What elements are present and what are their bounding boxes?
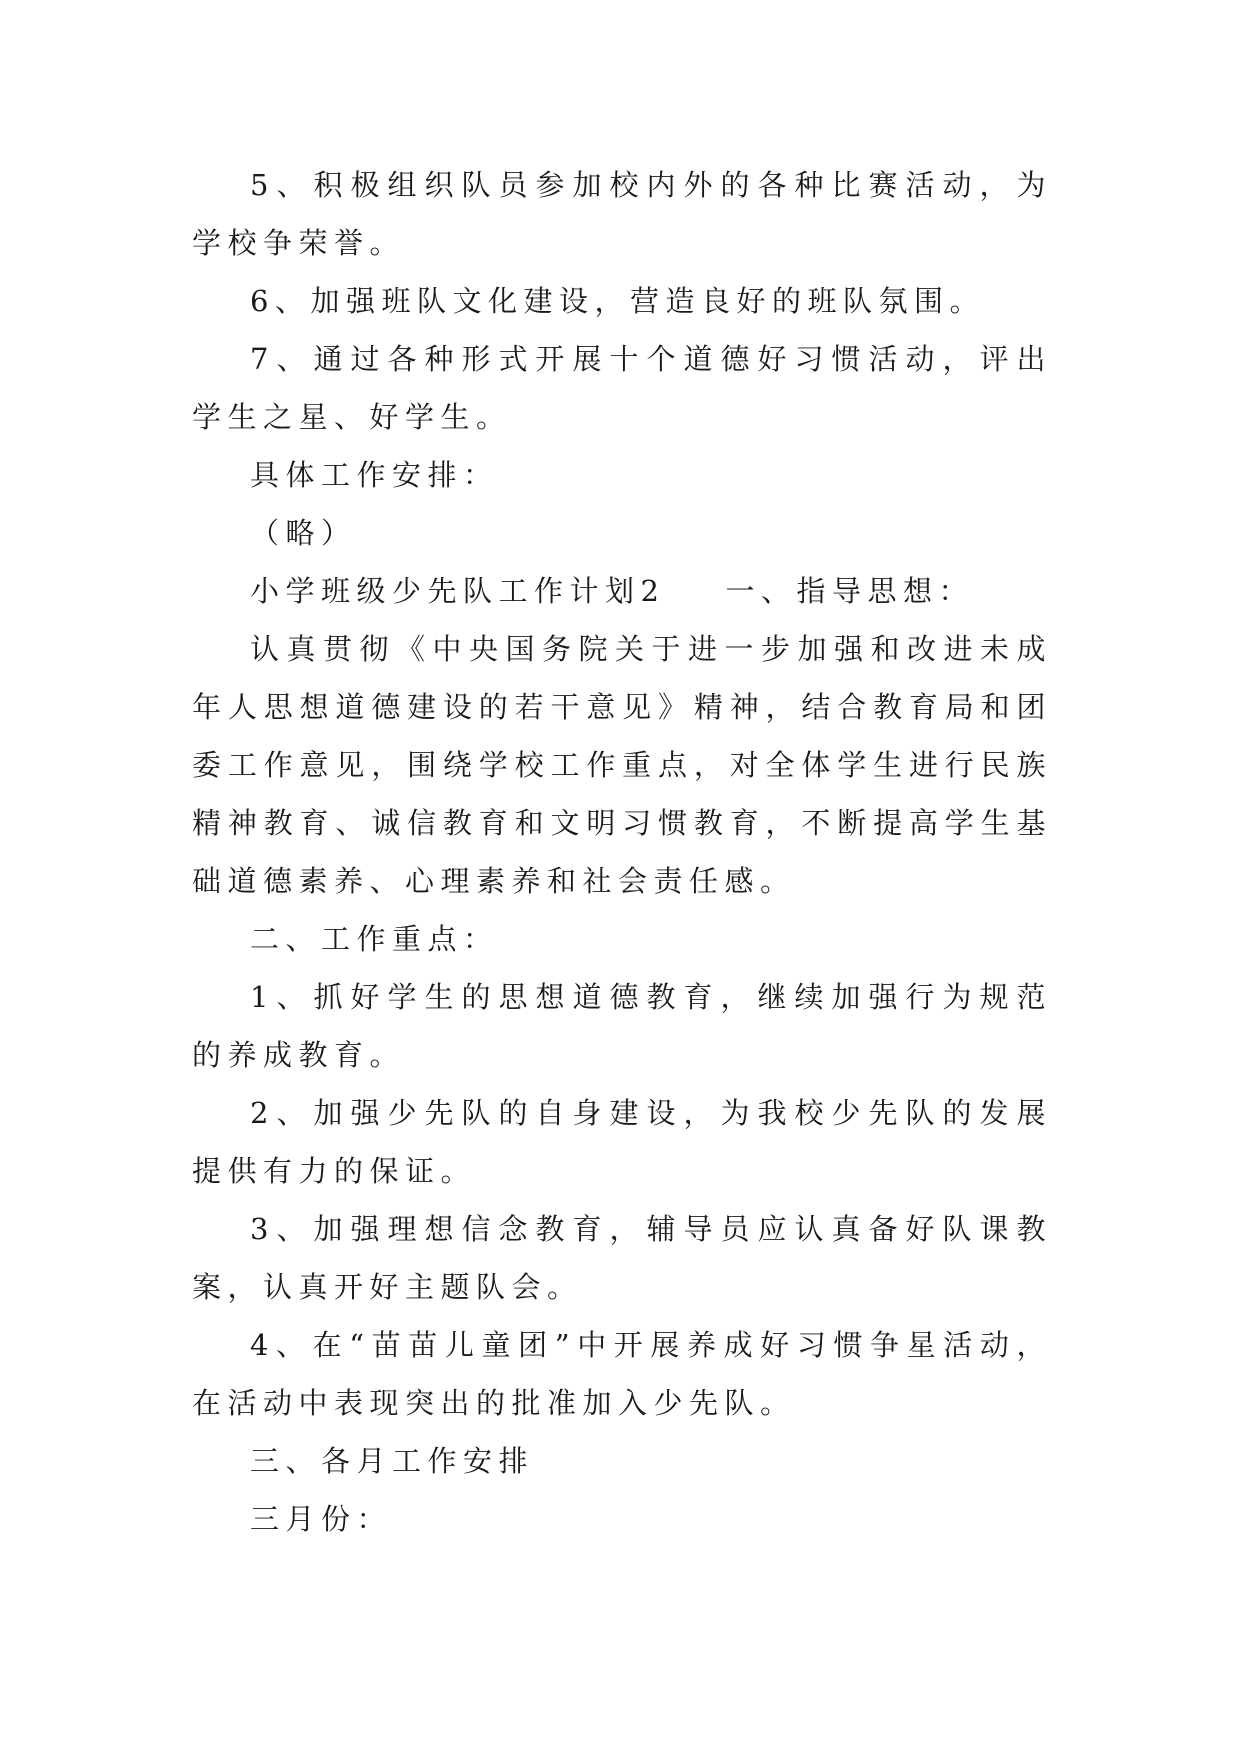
paragraph-omitted: （略） <box>250 516 357 550</box>
paragraph-guiding-ideology-body: 认真贯彻《中央国务院关于进一步加强和改进未成年人思想道德建设的若干意见》精神，结合教育局和团委工作意见，围绕学校工作重点，对全体学生进行民族精神教育、诚信教育和文明习惯教育，不断提高学生基础道德素养、心理素养和社会责任感。 <box>192 632 1052 898</box>
paragraph-plan-title-line <box>192 562 1052 620</box>
paragraph-item-5: 5、积极组织队员参加校内外的各种比赛活动，为学校争荣誉。 <box>192 168 1052 260</box>
paragraph-focus-3: 3、加强理想信念教育，辅导员应认真备好队课教案，认真开好主题队会。 <box>192 1212 1052 1304</box>
paragraph-focus-2: 2、加强少先队的自身建设，为我校少先队的发展提供有力的保证。 <box>192 1096 1052 1188</box>
paragraph-focus-4: 4、在“苗苗儿童团”中开展养成好习惯争星活动，在活动中表现突出的批准加入少先队。 <box>192 1328 1052 1420</box>
paragraph-arrangement-heading: 具体工作安排： <box>250 458 499 492</box>
paragraph-march: 三月份： <box>250 1502 393 1536</box>
document-body <box>192 156 1052 1548</box>
section-heading-monthly-arrangement: 三、各月工作安排 <box>250 1444 535 1478</box>
plan-title: 小学班级少先队工作计划2 <box>250 574 666 608</box>
section-heading-work-focus: 二、工作重点： <box>250 922 499 956</box>
paragraph-item-6: 6、加强班队文化建设，营造良好的班队氛围。 <box>250 284 985 318</box>
paragraph-focus-1: 1、抓好学生的思想道德教育，继续加强行为规范的养成教育。 <box>192 980 1052 1072</box>
paragraph-item-7: 7、通过各种形式开展十个道德好习惯活动，评出学生之星、好学生。 <box>192 342 1052 434</box>
section-heading-guiding-ideology: 一、指导思想： <box>725 574 974 608</box>
